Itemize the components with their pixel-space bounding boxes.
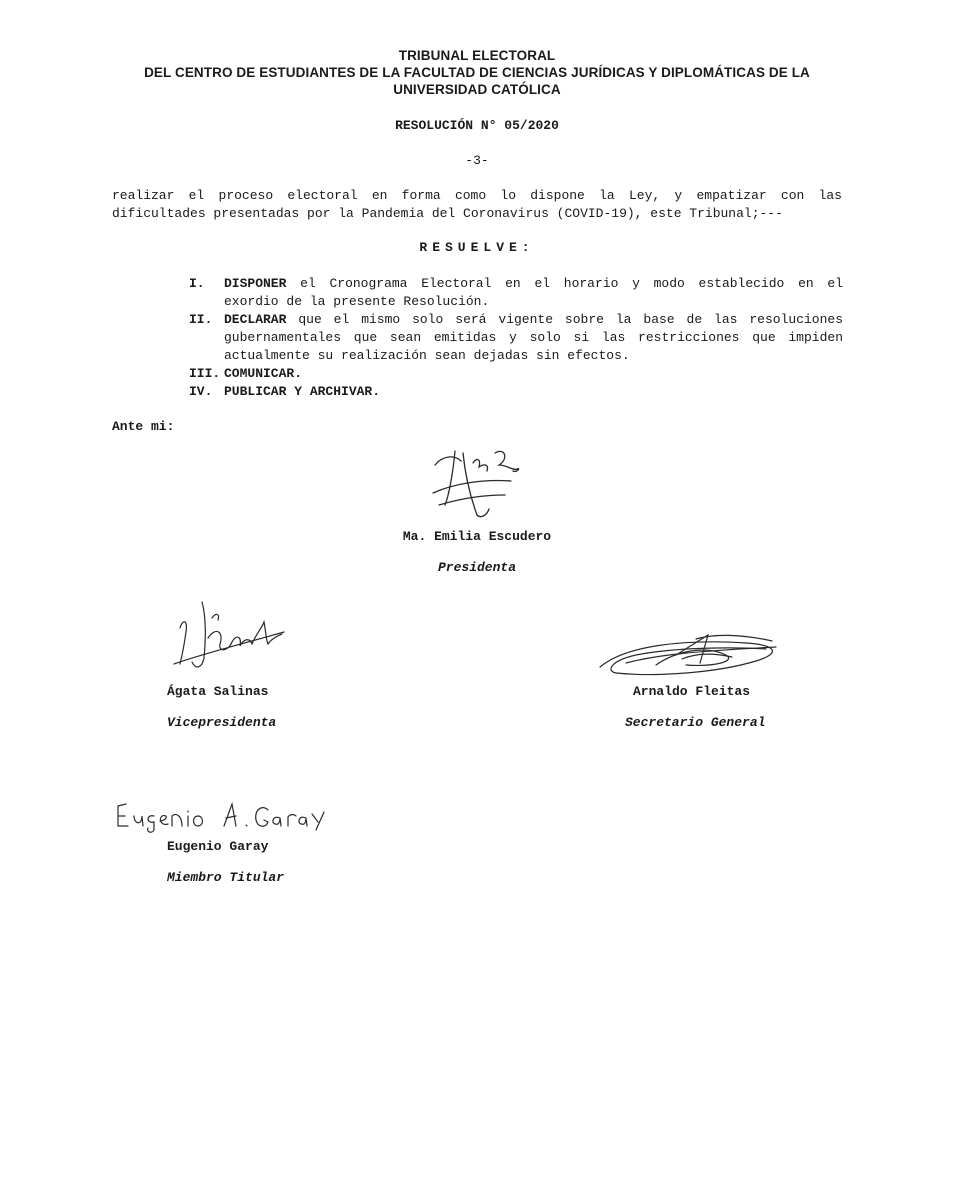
item-number: I. — [189, 276, 205, 291]
resuelve-heading: RESUELVE: — [419, 240, 535, 255]
signatory-name: Ma. Emilia Escudero — [402, 529, 552, 544]
item-keyword: COMUNICAR. — [224, 366, 303, 381]
signature-miembro — [112, 798, 332, 834]
signature-secretario — [596, 625, 786, 685]
intro-paragraph — [112, 187, 842, 223]
item-number: III. — [189, 366, 221, 381]
resolution-item — [189, 311, 843, 365]
header-line-3: UNIVERSIDAD CATÓLICA — [393, 82, 561, 97]
item-line: gubernamentales que sean emitidas y solo si las restricciones que impiden — [224, 330, 843, 345]
ante-mi-label: Ante mi: — [112, 419, 175, 434]
item-line — [224, 311, 843, 329]
resolution-title: RESOLUCIÓN N° 05/2020 — [395, 118, 559, 133]
item-number: II. — [189, 312, 213, 327]
resolution-item — [189, 365, 843, 383]
item-keyword: DISPONER — [224, 276, 287, 291]
item-line: actualmente su realización sean dejadas sin efectos. — [224, 348, 630, 363]
signatory-role: Presidenta — [437, 560, 516, 575]
signatory-role: Miembro Titular — [167, 870, 285, 885]
signatory-role: Secretario General — [625, 715, 766, 730]
item-line — [224, 275, 843, 293]
intro-line-2: dificultades presentadas por la Pandemia del Coronavirus (COVID-19), este Tribunal;--- — [112, 206, 783, 221]
header-line-1: TRIBUNAL ELECTORAL — [398, 48, 556, 63]
signatory-name: Arnaldo Fleitas — [633, 684, 751, 699]
item-number: IV. — [189, 384, 213, 399]
item-keyword: DECLARAR — [224, 312, 287, 327]
item-line: exordio de la presente Resolución. — [224, 294, 490, 309]
item-text: el Cronograma Electoral en el horario y modo establecido en el — [286, 276, 843, 291]
resolution-item — [189, 275, 843, 311]
resolutions-list — [189, 275, 843, 401]
resolution-item — [189, 383, 843, 401]
signatory-name: Eugenio Garay — [167, 839, 269, 854]
page-number: -3- — [465, 153, 489, 168]
signatory-name: Ágata Salinas — [167, 684, 269, 699]
signature-presidenta — [425, 443, 535, 523]
signature-vicepresidenta — [172, 598, 292, 678]
item-keyword: PUBLICAR Y ARCHIVAR. — [224, 384, 381, 399]
item-text: que el mismo solo será vigente sobre la base de las resoluciones — [286, 312, 843, 327]
signatory-role: Vicepresidenta — [167, 715, 277, 730]
intro-line-1: realizar el proceso electoral en forma como lo dispone la Ley, y empatizar con las — [112, 188, 842, 203]
header-line-2: DEL CENTRO DE ESTUDIANTES DE LA FACULTAD DE CIENCIAS JURÍDICAS Y DIPLOMÁTICAS DE LA — [144, 65, 810, 80]
